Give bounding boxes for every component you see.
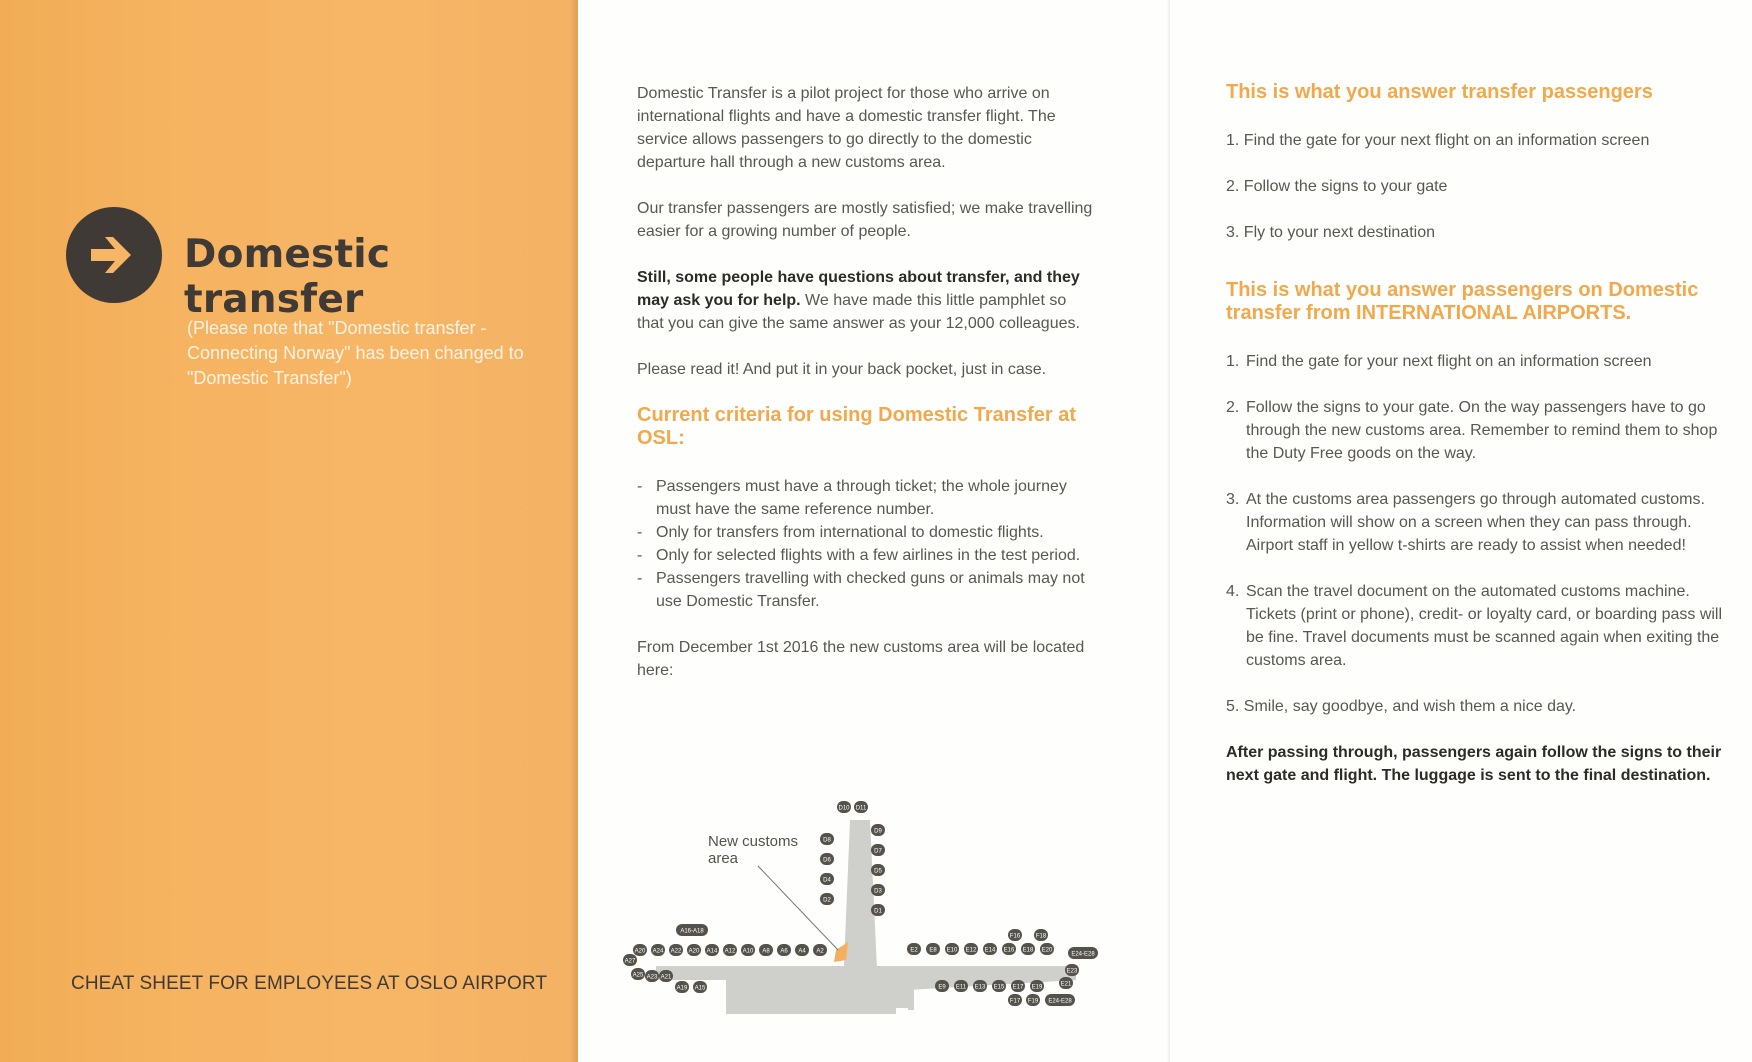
cover-footer: CHEAT SHEET FOR EMPLOYEES AT OSLO AIRPORT [71,973,548,994]
answers-text [1226,81,1726,787]
svg-text:D5: D5 [874,868,882,875]
gate-marker [945,943,959,955]
gate-marker [623,954,637,966]
svg-text:A25: A25 [632,972,644,979]
list-item: 1. Find the gate for your next flight on an information screen [1226,132,1650,149]
list-item: - Only for transfers from international to domestic flights. [637,521,1097,544]
gate-marker [741,944,755,956]
airport-map [608,790,1168,1030]
svg-text:A12: A12 [724,948,736,955]
intro-paragraph: Please read it! And put it in your back pocket, just in case. [637,361,1047,378]
list-item [1226,488,1726,557]
criteria-heading: Current criteria for using Domestic Transfer at OSL: [637,404,1077,449]
svg-text:E16: E16 [1003,947,1015,954]
gate-marker [651,944,665,956]
customs-area-marker [834,942,848,962]
list-item: 3. Fly to your next destination [1226,224,1435,241]
svg-text:F18: F18 [1035,933,1047,940]
svg-text:F19: F19 [1027,998,1039,1005]
gate-marker [871,904,885,916]
gate-marker [687,944,701,956]
gate-marker [820,833,834,845]
svg-text:E8: E8 [929,947,937,954]
cover-panel [0,0,578,1062]
svg-text:E24-E28: E24-E28 [1071,951,1095,958]
gate-marker [723,944,737,956]
list-item: 2. Follow the signs to your gate [1226,178,1448,195]
svg-text:A4: A4 [798,948,806,955]
item-text: Find the gate for your next flight on an information screen [1246,353,1652,370]
gate-marker [1030,980,1044,992]
svg-text:F17: F17 [1009,998,1021,1005]
gate-marker [645,970,659,982]
list-item: - Passengers must have a through ticket; the whole journey must have the same reference number. [637,475,1097,521]
svg-text:E14: E14 [984,947,996,954]
international-list [1226,350,1726,672]
gate-marker [992,980,1006,992]
svg-text:E19: E19 [1031,984,1043,991]
list-item: 5. Smile, say goodbye, and wish them a nice day. [1226,698,1577,715]
svg-text:A14: A14 [706,948,718,955]
list-item: - Passengers travelling with checked guns or animals may not use Domestic Transfer. [637,567,1097,613]
gate-marker [633,944,647,956]
svg-text:A23: A23 [646,974,658,981]
gate-marker [871,884,885,896]
answers-panel [1170,0,1752,1062]
intro-text [637,82,1097,705]
svg-text:D8: D8 [823,837,831,844]
list-item [1226,350,1726,373]
svg-text:E11: E11 [955,984,967,991]
intro-bold: Still, some people have questions about transfer, and they may ask you for help. [637,269,1080,309]
answers-heading: This is what you answer transfer passengers [1226,81,1653,103]
svg-text:E9: E9 [938,984,946,991]
svg-text:A22: A22 [670,948,682,955]
gate-marker [854,801,868,813]
svg-text:A24: A24 [652,948,664,955]
arrow-right-icon [66,207,162,303]
svg-text:A20: A20 [688,948,700,955]
final-note: After passing through, passengers again follow the signs to their next gate and flight. The luggage is sent to the final destination. [1226,744,1722,784]
item-text: At the customs area passengers go through automated customs. Information will show on a screen when they can pass through. Airport staff in yellow t-shirts are ready to assist when needed! [1246,491,1705,554]
svg-text:E20: E20 [1041,947,1053,954]
svg-text:D10: D10 [838,805,850,812]
gate-marker [871,824,885,836]
svg-text:D7: D7 [874,848,882,855]
svg-text:A20: A20 [634,948,646,955]
gate-marker [631,968,645,980]
svg-text:D11: D11 [855,805,867,812]
svg-text:A21: A21 [660,974,672,981]
intro-paragraph [637,266,1097,335]
gate-marker [820,873,834,885]
svg-text:E13: E13 [974,984,986,991]
gate-marker [871,864,885,876]
gate-marker [675,981,689,993]
item-number: 2. [1226,399,1240,416]
svg-text:A27: A27 [624,958,636,965]
gate-marker [1021,943,1035,955]
map-label: area [708,850,739,867]
gate-marker [837,801,851,813]
svg-text:D9: D9 [874,828,882,835]
intro-paragraph: Domestic Transfer is a pilot project for those who arrive on international flights and have a domestic transfer flight. The service allows passengers to go directly to the domestic departure hall through a new customs area. [637,85,1056,171]
gate-marker [935,980,949,992]
svg-text:D2: D2 [823,897,831,904]
gate-marker [1002,943,1016,955]
svg-text:A19: A19 [676,985,688,992]
svg-text:D1: D1 [874,908,882,915]
cover-note: (Please note that "Domestic transfer - Connecting Norway" has been changed to "Domestic Transfer") [187,318,524,388]
svg-text:E21: E21 [1060,981,1072,988]
gate-marker [777,944,791,956]
gate-marker [1034,929,1048,941]
gate-marker [705,944,719,956]
gate-marker [759,944,773,956]
gate-marker [693,981,707,993]
item-number: 3. [1226,491,1240,508]
gate-marker [1045,994,1075,1006]
gate-marker [954,980,968,992]
svg-text:E10: E10 [946,947,958,954]
gate-marker [1065,964,1079,976]
intro-paragraph: Our transfer passengers are mostly satisfied; we make travelling easier for a growing number of people. [637,200,1093,240]
svg-text:A15: A15 [694,985,706,992]
gate-marker [1008,929,1022,941]
gate-marker [1008,994,1022,1006]
item-number: 4. [1226,583,1240,600]
svg-text:F16: F16 [1009,933,1021,940]
gate-marker [676,924,708,936]
svg-text:D4: D4 [823,877,831,884]
cover-title: Domestic transfer [184,232,391,322]
gate-marker [973,980,987,992]
svg-text:E12: E12 [965,947,977,954]
svg-text:E2: E2 [910,947,918,954]
item-number: 1. [1226,353,1240,370]
svg-text:A10: A10 [742,948,754,955]
gate-marker [669,944,683,956]
svg-text:D6: D6 [823,857,831,864]
list-item [1226,580,1726,672]
svg-text:A2: A2 [816,948,824,955]
svg-text:A16-A18: A16-A18 [680,928,704,935]
gate-marker [659,970,673,982]
svg-text:A8: A8 [762,948,770,955]
intro-rest: We have made this little pamphlet so that you can give the same answer as your 12,000 colleagues. [637,292,1080,332]
gate-marker [983,943,997,955]
gate-marker [926,943,940,955]
gate-marker [964,943,978,955]
svg-text:E23: E23 [1066,968,1078,975]
gate-marker [813,944,827,956]
map-label: New customs [708,833,799,850]
gate-marker [795,944,809,956]
gate-marker [1059,977,1073,989]
criteria-list [637,475,1097,613]
gate-marker [1068,947,1098,959]
list-item: - Only for selected flights with a few airlines in the test period. [637,544,1097,567]
svg-text:E24-E28: E24-E28 [1048,998,1072,1005]
gate-marker [871,844,885,856]
svg-text:A6: A6 [780,948,788,955]
item-text: Follow the signs to your gate. On the way passengers have to go through the new customs area. Remember to remind them to shop the Duty Free goods on the way. [1246,399,1718,462]
gate-marker [1040,943,1054,955]
answers-list [1226,129,1726,244]
svg-text:D3: D3 [874,888,882,895]
info-panel [578,0,1170,1062]
international-heading: This is what you answer passengers on Domestic transfer from INTERNATIONAL AIRPORTS. [1226,279,1699,324]
gate-marker [820,893,834,905]
gate-marker [907,943,921,955]
svg-text:E17: E17 [1012,984,1024,991]
item-text: Scan the travel document on the automated customs machine. Tickets (print or phone), credit- or loyalty card, or boarding pass will be fine. Travel documents must be scanned again when exiting the customs area. [1246,583,1723,669]
gate-marker [820,853,834,865]
svg-text:E18: E18 [1022,947,1034,954]
gate-marker [1011,980,1025,992]
list-item [1226,396,1726,465]
svg-text:E15: E15 [993,984,1005,991]
gate-marker [1026,994,1040,1006]
location-text: From December 1st 2016 the new customs area will be located here: [637,639,1085,679]
